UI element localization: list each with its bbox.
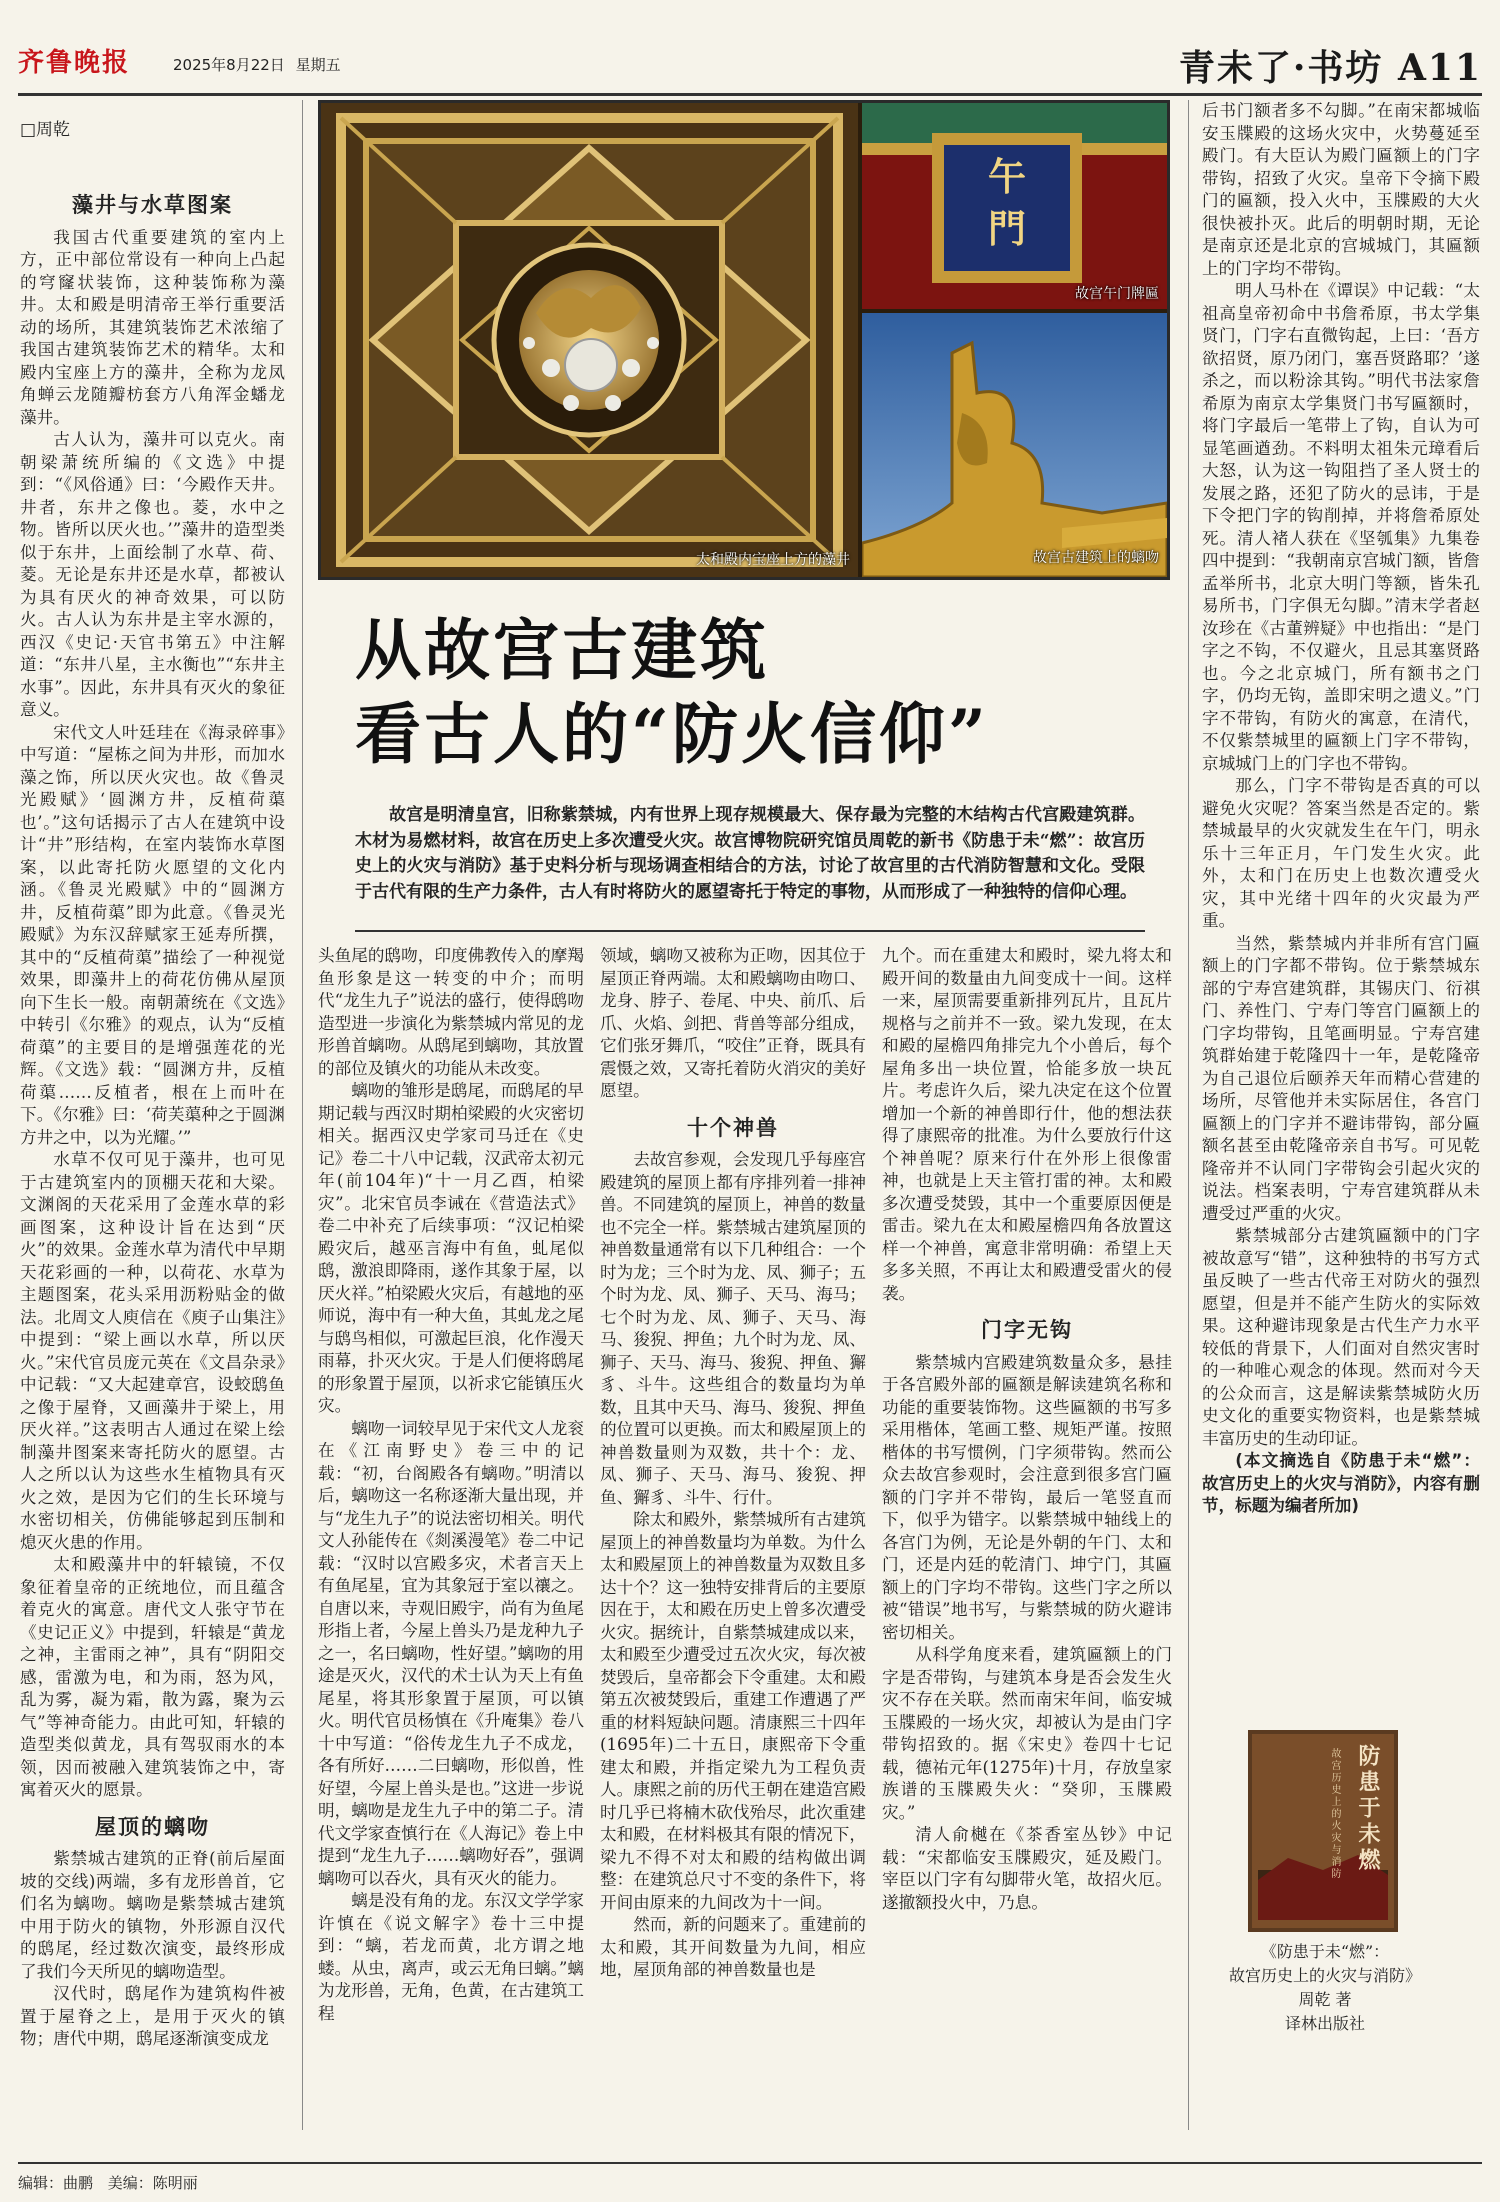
plaque-char: 門 [987,206,1026,251]
paragraph: 螭吻的雏形是鸱尾，而鸱尾的早期记载与西汉时期柏梁殿的火灾密切相关。据西汉史学家司马迁在《史记》卷二十八中记载，汉武帝太初元年(前104年)“十一月乙酉，柏梁灾”。北宋官员李诫在《营造法式》卷二中补充了后续事项：“汉记柏梁殿灾后，越巫言海中有鱼，虬尾似鸱，激浪即降雨，遂作其象于屋，以厌火祥。”柏梁殿火灾后，有越地的巫师说，海中有一种大鱼，其虬龙之尾与鸱鸟相似，可激起巨浪，化作漫天雨幕，扑灭火灾。于是人们便将鸱尾的形象置于屋顶，以祈求它能镇压火灾。 [318,1081,584,1415]
byline: □周乾 [20,120,71,140]
paragraph: 头鱼尾的鸱吻，印度佛教传入的摩羯鱼形象是这一转变的中介；而明代“龙生九子”说法的盛行，使得鸱吻造型进一步演化为紫禁城内常见的龙形兽首螭吻。从鸱尾到螭吻，其放置的部位及镇火的功能从未改变。 [318,946,584,1078]
article-column-4 [882,945,1172,2150]
lead-paragraph: 故宫是明清皇宫，旧称紫禁城，内有世界上现存规模最大、保存最为完整的木结构古代宫殿建筑群。木材为易燃材料，故宫在历史上多次遭受火灾。故宫博物院研究馆员周乾的新书《防患于未“燃”：故宫历史上的火灾与消防》基于史料分析与现场调查相结合的方法，讨论了故宫里的古代消防智慧和文化。受限于古代有限的生产力条件，古人有时将防火的愿望寄托于特定的事物，从而形成了一种独特的信仰心理。 [355,805,1145,902]
paragraph: 后书门额者多不勾脚。”在南宋都城临安玉牒殿的这场火灾中，火势蔓延至殿门。有大臣认为殿门匾额上的门字带钩，招致了火灾。皇帝下令摘下殿门的匾额，投入火中，玉牒殿的大火很快被扑灭。此后的明朝时期，无论是南京还是北京的宫城城门，其匾额上的门字均不带钩。 [1202,101,1480,278]
plaque-characters [944,151,1070,255]
book-caption [1215,1940,1435,2036]
chiwen-photo [862,313,1167,577]
headline [355,608,989,776]
paragraph: 紫禁城内宫殿建筑数量众多，悬挂于各宫殿外部的匾额是解读建筑名称和功能的重要装饰物。这些匾额的书写多采用楷体，笔画工整、规矩严谨。按照楷体的书写惯例，门字须带钩。然而公众去故宫参观时，会注意到很多宫门匾额的门字并不带钩，最后一笔竖直而下，似乎为错字。以紫禁城中轴线上的各宫门为例，无论是外朝的午门、太和门，还是内廷的乾清门、坤宁门，其匾额上的门字均不带钩。这些门字之所以被“错误”地书写，与紫禁城的防火避讳密切相关。 [882,1352,1172,1642]
caption-chiwen: 故宫古建筑上的螭吻 [1033,550,1159,566]
paragraph: 宋代文人叶廷珪在《海录碎事》中写道：“屋栋之间为井形，而加水藻之饰，所以厌火灾也。故《鲁灵光殿赋》‘圆渊方井，反植荷蕖也’。”这句话揭示了古人在建筑中设计“井”形结构，在室内装饰水草图案，以此寄托防火愿望的文化内涵。《鲁灵光殿赋》中的“圆渊方井，反植荷蕖”即为此意。《鲁灵光殿赋》为东汉辞赋家王延寿所撰，其中的“反植荷蕖”描绘了一种视觉效果，即藻井上的荷花仿佛从屋顶向下生长一般。南朝萧统在《文选》中转引《尔雅》的观点，认为“反植荷蕖”的主要目的是增强莲花的光辉。《文选》载：“圆渊方井，反植荷蕖……反植者，根在上而叶在下。《尔雅》曰：‘荷芙蕖种之于圆渊方井之中，以为光耀。’” [20,722,285,1147]
paragraph: 那么，门字不带钩是否真的可以避免火灾呢？答案当然是否定的。紫禁城最早的火灾就发生在午门，明永乐十三年正月，午门发生火灾。此外，太和门在历史上也数次遭受火灾，其中光绪十四年的火灾最为严重。 [1202,776,1480,930]
subheading-chiwen: 屋顶的螭吻 [95,1813,210,1839]
book-cover-title: 防患于未燃 [1355,1744,1381,1874]
column-divider [1188,100,1189,2130]
caption-caisson: 太和殿内宝座上方的藻井 [696,552,850,568]
paragraph: 紫禁城部分古建筑匾额中的门字被故意写“错”，这种独特的书写方式虽反映了一些古代帝王对防火的强烈愿望，但是并不能产生防火的实际效果。这种避讳现象是古代生产力水平较低的背景下，人们面对自然灾害时的一种唯心观念的体现。然而对今天的公众而言，这是解读紫禁城防火历史文化的重要实物资料，也是紫禁城丰富历史的生动印证。 [1202,1226,1480,1448]
subheading-caisson: 藻井与水草图案 [72,192,233,217]
subheading-beasts: 十个神兽 [687,1114,779,1140]
book-caption-line: 故宫历史上的火灾与消防》 [1228,1966,1421,1985]
paragraph: 除太和殿外，紫禁城所有古建筑屋顶上的神兽数量均为单数。为什么太和殿屋顶上的神兽数量为双数且多达十个？这一独特安排背后的主要原因在于，太和殿在历史上曾多次遭受火灾。据统计，自紫禁城建成以来，太和殿至少遭受过五次火灾，每次被焚毁后，皇帝都会下令重建。太和殿第五次被焚毁后，重建工作遭遇了严重的材料短缺问题。清康熙三十四年(1695年)二十五日，康熙帝下令重建太和殿，并指定梁九为工程负责人。康熙之前的历代王朝在建造宫殿时几乎已将楠木砍伐殆尽，此次重建太和殿，在材料极其有限的情况下，梁九不得不对太和殿的结构做出调整：在建筑总尺寸不变的条件下，将开间由原来的九间改为十一间。 [600,1510,866,1912]
plaque-char: 午 [987,154,1026,199]
headline-line-1: 从故宫古建筑 [355,611,769,689]
paragraph: 我国古代重要建筑的室内上方，正中部位常设有一种向上凸起的穹窿状装饰，这种装饰称为藻井。太和殿是明清帝王举行重要活动的场所，其建筑装饰艺术浓缩了我国古建筑装饰艺术的精华。太和殿内宝座上方的藻井，全称为龙凤角蝉云龙随瓣枋套方八角浑金蟠龙藻井。 [20,227,285,427]
lead-divider [355,930,1145,932]
paragraph: 古人认为，藻井可以克火。南朝梁萧统所编的《文选》中提到：“《风俗通》曰：‘今殿作天井。井者，东井之像也。菱，水中之物。皆所以厌火也。’”藻井的造型类似于东井，上面绘制了水草、荷、菱。无论是东井还是水草，都被认为具有厌火的神奇效果，可以防火。古人认为东井是主宰水源的，西汉《史记·天官书第五》中注解道：“东井八星，主水衡也”“东井主水事”。因此，东井具有灭火的象征意义。 [20,430,285,719]
book-caption-line: 《防患于未“燃”： [1260,1942,1390,1961]
paragraph: 太和殿藻井中的轩辕镜，不仅象征着皇帝的正统地位，而且蕴含着克火的寓意。唐代文人张守节在《史记正义》中提到，轩辕是“黄龙之神，主雷雨之神”，具有“阴阳交感，雷激为电，和为雨，怒为风，乱为雾，凝为霜，散为露，聚为云气”等神奇能力。由此可知，轩辕的造型类似黄龙，具有驾驭雨水的本领，因而被融入建筑装饰之中，寄寓着灭火的愿景。 [20,1555,285,1799]
plaque-photo [862,103,1167,309]
newspaper-logo: 齐鲁晚报 [18,48,131,78]
article-column-3 [600,945,866,2150]
section-page: 青未了·书坊 A11 [1178,47,1482,89]
page-header [18,30,1482,96]
article-column-2 [318,945,584,2150]
headline-line-2: 看古人的“防火信仰” [355,695,989,773]
book-cover-subtitle: 故宫历史上的火灾与消防 [1329,1748,1340,1880]
book-cover [1248,1730,1398,1932]
caption-plaque: 故宫午门牌匾 [1075,286,1159,302]
paragraph: 去故宫参观，会发现几乎每座宫殿建筑的屋顶上都有序排列着一排神兽。不同建筑的屋顶上，神兽的数量也不完全一样。紫禁城古建筑屋顶的神兽数量通常有以下几种组合：一个时为龙；三个时为龙、凤、狮子；五个时为龙、凤、狮子、天马、海马；七个时为龙、凤、狮子、天马、海马、狻猊、押鱼；九个时为龙、凤、狮子、天马、海马、狻猊、押鱼、獬豸、斗牛。这些组合的数量均为单数，且其中天马、海马、狻猊、押鱼的位置可以更换。而太和殿屋顶上的神兽数量则为双数，共十个：龙、凤、狮子、天马、海马、狻猊、押鱼、獬豸、斗牛、行什。 [600,1150,866,1507]
paragraph: 明人马朴在《谭误》中记载：“太祖高皇帝初命中书詹希原，书太学集贤门，门字右直微钩起，上曰：‘吾方欲招贤，原乃闭门，塞吾贤路耶？’遂杀之，而以粉涂其钩。”明代书法家詹希原为南京太学集贤门书写匾额时，将门字最后一笔带上了钩，自认为可显笔画遒劲。不料明太祖朱元璋看后大怒，认为这一钩阻挡了圣人贤士的发展之路，还犯了防火的忌讳，于是下令把门字的钩削掉，并将詹希原处死。清人褚人获在《坚瓠集》九集卷四中提到：“我朝南京宫城门额，皆詹孟举所书，北京大明门等额，皆朱孔易所书，门字俱无勾脚。”清末学者赵汝珍在《古董辨疑》中也指出：“是门字之不钩，不仅避火，且忌其塞贤路也。今之北京城门，所有额书之门字，仍均无钩，盖即宋明之遗义。”门字不带钩，有防火的寓意，在清代，不仅紫禁城里的匾额上门字不带钩，京城城门上的门字也不带钩。 [1202,281,1480,773]
paragraph: 水草不仅可见于藻井，也可见于古建筑室内的顶棚天花和大梁。文渊阁的天花采用了金莲水草的彩画图案，这种设计旨在达到“厌火”的效果。金莲水草为清代中早期天花彩画的一种，以荷花、水草为主题图案，花头采用沥粉贴金的做法。北周文人庾信在《庾子山集注》中提到：“梁上画以水草，所以厌火。”宋代官员庞元英在《文昌杂录》中记载：“又大起建章宫，设蛟鸱鱼之像于屋脊，又画藻井于梁上，用厌火祥。”这表明古人通过在梁上绘制藻井图案来寄托防火的愿望。古人之所以认为这些水生植物具有灭火之效，是因为它们的生长环境与水密切相关，仿佛能够起到压制和熄灭火患的作用。 [20,1150,285,1552]
paragraph: 九个。而在重建太和殿时，梁九将太和殿开间的数量由九间变成十一间。这样一来，屋顶需要重新排列瓦片，且瓦片规格与之前并不一致。梁九发现，在太和殿的屋檐四角排完九个小兽后，每个屋角多出一块位置，恰能多放一块瓦片。考虑许久后，梁九决定在这个位置增加一个新的神兽即行什，他的想法获得了康熙帝的批准。为什么要放行什这个神兽呢？原来行什在外形上很像雷神，也就是上天主管打雷的神。太和殿多次遭受焚毁，其中一个重要原因便是雷击。梁九在太和殿屋檐四角各放置这样一个神兽，寓意非常明确：希望上天多多关照，不再让太和殿遭受雷火的侵袭。 [882,946,1172,1303]
paragraph: 然而，新的问题来了。重建前的太和殿，其开间数量为九间，相应地，屋顶角部的神兽数量也是 [600,1915,866,1979]
issue-date: 2025年8月22日 星期五 [173,56,341,74]
chiwen-roof-image [862,313,1167,577]
paragraph: 当然，紫禁城内并非所有宫门匾额上的门字都不带钩。位于紫禁城东部的宁寿宫建筑群，其锡庆门、衍祺门、养性门、宁寿门等宫门匾额上的门字均带钩，且笔画明显。宁寿宫建筑群始建于乾隆四十一年，是乾隆帝为自己退位后颐养天年而精心营建的场所，尽管他并未实际居住，各宫门匾额上的门字并不避讳带钩，部分匾额名甚至由乾隆帝亲自书写。可见乾隆帝并不认同门字带钩会引起火灾的说法。档案表明，宁寿宫建筑群从未遭受过严重的火灾。 [1202,933,1480,1223]
column-divider [302,100,303,2130]
paragraph: 汉代时，鸱尾作为建筑构件被置于屋脊之上，是用于灭火的镇物；唐代中期，鸱尾逐渐演变成龙 [20,1984,285,2048]
page-footer: 编辑：曲鹏 美编：陈明丽 [18,2162,1482,2193]
caisson-photo [321,103,858,577]
paragraph: 清人俞樾在《茶香室丛钞》中记载：“宋都临安玉牒殿灾，延及殿门。宰臣以门字有勾脚带火笔，故招火厄。遂撤额投火中，乃息。 [882,1825,1172,1912]
book-author: 周乾 著 [1298,1990,1352,2009]
paragraph: 螭吻一词较早见于宋代文人龙衮在《江南野史》卷三中的记载：“初，台阁殿各有螭吻。”明清以后，螭吻这一名称逐渐大量出现，并与“龙生九子”的说法密切相关。明代文人孙能传在《剡溪漫笔》卷二中记载：“汉时以宫殿多灾，术者言天上有鱼尾星，宜为其象冠于室以禳之。自唐以来，寺观旧殿宇，尚有为鱼尾形指上者，今屋上兽头乃是龙种九子之一，名曰螭吻，性好望。”螭吻的用途是灭火，汉代的术士认为天上有鱼尾星，将其形象置于屋顶，可以镇火。明代官员杨慎在《升庵集》卷八十中写道：“俗传龙生九子不成龙，各有所好……二曰螭吻，形似兽，性好望，今屋上兽头是也。”这进一步说明，螭吻是龙生九子中的第二子。清代文学家查慎行在《人海记》卷上中提到“龙生九子……螭吻好吞”，强调螭吻可以吞火，具有灭火的能力。 [318,1418,584,1888]
article-column-5 [1202,100,1480,1715]
source-note: (本文摘选自《防患于未“燃”：故宫历史上的火灾与消防》，内容有删节，标题为编者所加) [1202,1451,1480,1515]
paragraph: 从科学角度来看，建筑匾额上的门字是否带钩，与建筑本身是否会发生火灾不存在关联。然而南宋年间，临安城玉牒殿的一场火灾，却被认为是由门字带钩招致的。据《宋史》卷四十七记载，德祐元年(1275年)十月，存放皇家族谱的玉牒殿失火：“癸卯，玉牒殿灾。” [882,1645,1172,1822]
photo-collage [318,100,1170,580]
paragraph: 领域，螭吻又被称为正吻，因其位于屋顶正脊两端。太和殿螭吻由吻口、龙身、脖子、卷尾、中央、前爪、后爪、火焰、剑把、背兽等部分组成，它们张牙舞爪，“咬住”正脊，既具有震慑之效，又寄托着防火消灾的美好愿望。 [600,946,866,1100]
caisson-ceiling-image [321,103,858,577]
paragraph: 螭是没有角的龙。东汉文学学家许慎在《说文解字》卷十三中提到：“螭，若龙而黄，北方谓之地蝼。从虫，离声，或云无角曰螭。”螭为龙形兽，无角，色黄，在古建筑工程 [318,1891,584,2023]
subheading-menzi: 门字无钩 [981,1317,1073,1342]
article-column-1 [20,180,285,2150]
paragraph: 紫禁城古建筑的正脊(前后屋面坡的交线)两端，多有龙形兽首，它们名为螭吻。螭吻是紫禁城古建筑中用于防火的镇物，外形源自汉代的鸱尾，经过数次演变，最终形成了我们今天所见的螭吻造型。 [20,1849,285,1981]
book-publisher: 译林出版社 [1284,2014,1365,2033]
